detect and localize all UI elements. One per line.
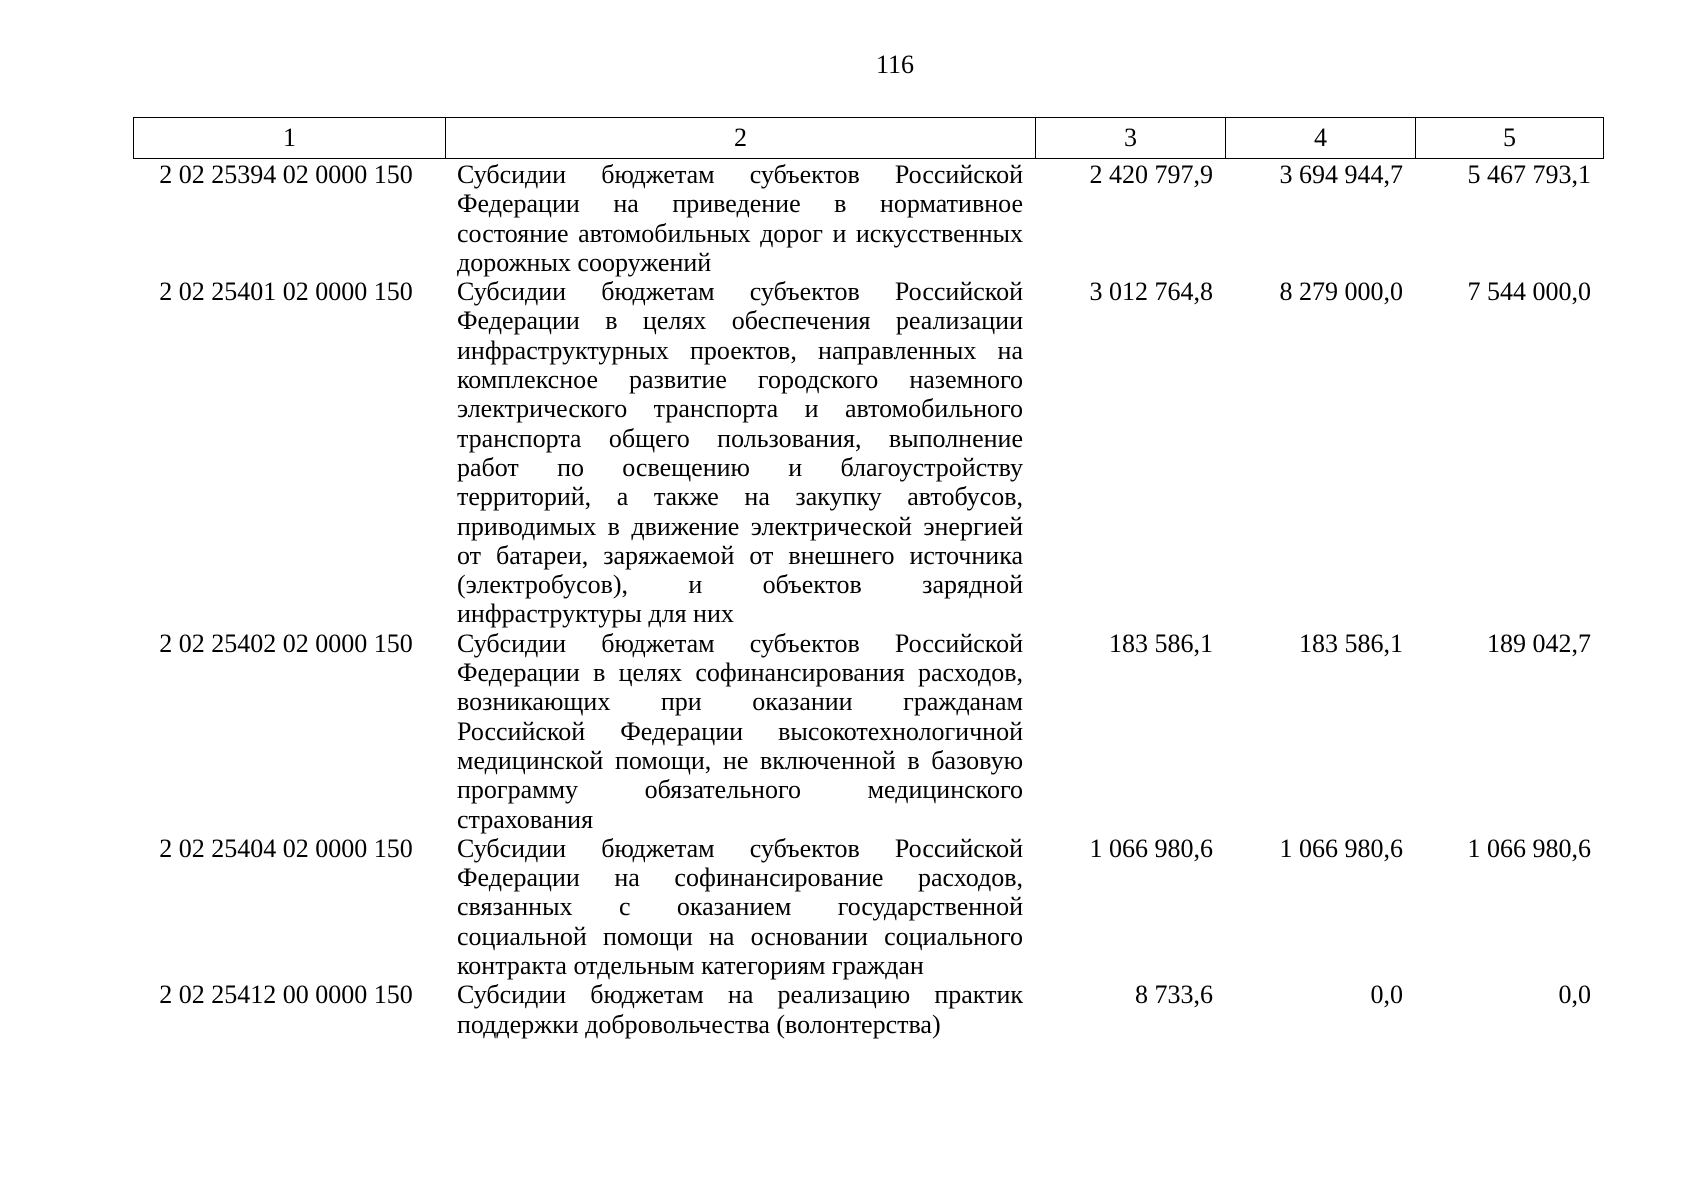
table-row <box>133 629 1603 834</box>
amount-col3: 3 012 764,8 <box>1089 277 1213 307</box>
amount-col4: 183 586,1 <box>1299 628 1403 658</box>
amount-col5: 189 042,7 <box>1487 628 1591 658</box>
budget-code: 2 02 25412 00 0000 150 <box>159 980 413 1010</box>
amount-col5: 7 544 000,0 <box>1467 277 1591 307</box>
budget-description: Субсидии бюджетам субъектов Российской Федерации в целях софинансирования расходов, возникающих при оказании гражданам Российской Федерации высокотехнологичной медицинской помощи, не включенной в базовую программу обязательного медицинского страхования <box>457 628 1023 834</box>
page-number: 116 <box>875 50 915 79</box>
table-row <box>133 980 1603 1039</box>
amount-col3: 8 733,6 <box>1135 980 1213 1010</box>
column-header-4: 4 <box>1226 118 1416 159</box>
table-row <box>133 834 1603 980</box>
amount-col3: 183 586,1 <box>1109 628 1213 658</box>
amount-col4: 3 694 944,7 <box>1279 160 1403 189</box>
budget-description: Субсидии бюджетам субъектов Российской Федерации в целях обеспечения реализации инфраструктурных проектов, направленных на комплексное развитие городского наземного электрического транспорта и автомобильного транспорта общего пользования, выполнение работ по освещению и благоустройству территорий, а также на закупку автобусов, приводимых в движение электрической энергией от батареи, заряжаемой от внешнего источника (электробусов), и объектов зарядной инфраструктуры для них <box>457 277 1023 629</box>
budget-description: Субсидии бюджетам субъектов Российской Федерации на софинансирование расходов, связанных с оказанием государственной социальной помощи на основании социального контракта отдельным категориям граждан <box>457 833 1023 981</box>
budget-description: Субсидии бюджетам на реализацию практик поддержки добровольчества (волонтерства) <box>457 980 1023 1039</box>
budget-table <box>133 160 1603 1039</box>
budget-code: 2 02 25401 02 0000 150 <box>159 277 413 307</box>
amount-col5: 0,0 <box>1558 980 1591 1010</box>
budget-code: 2 02 25394 02 0000 150 <box>159 160 413 189</box>
column-header-3: 3 <box>1036 118 1226 159</box>
budget-code: 2 02 25402 02 0000 150 <box>159 628 413 658</box>
amount-col4: 8 279 000,0 <box>1279 277 1403 307</box>
table-row <box>133 277 1603 629</box>
column-header-2: 2 <box>446 118 1036 159</box>
amount-col4: 1 066 980,6 <box>1279 833 1403 863</box>
amount-col4: 0,0 <box>1370 980 1403 1010</box>
table-row <box>133 160 1603 277</box>
amount-col5: 5 467 793,1 <box>1467 160 1591 189</box>
header-row <box>134 118 1604 159</box>
budget-description: Субсидии бюджетам субъектов Российской Федерации на приведение в нормативное состояние автомобильных дорог и искусственных дорожных сооружений <box>457 160 1023 277</box>
amount-col5: 1 066 980,6 <box>1467 833 1591 863</box>
table-header <box>133 117 1604 159</box>
amount-col3: 2 420 797,9 <box>1089 160 1213 189</box>
column-header-1: 1 <box>134 118 446 159</box>
budget-code: 2 02 25404 02 0000 150 <box>159 833 413 863</box>
amount-col3: 1 066 980,6 <box>1089 833 1213 863</box>
column-header-5: 5 <box>1416 118 1604 159</box>
